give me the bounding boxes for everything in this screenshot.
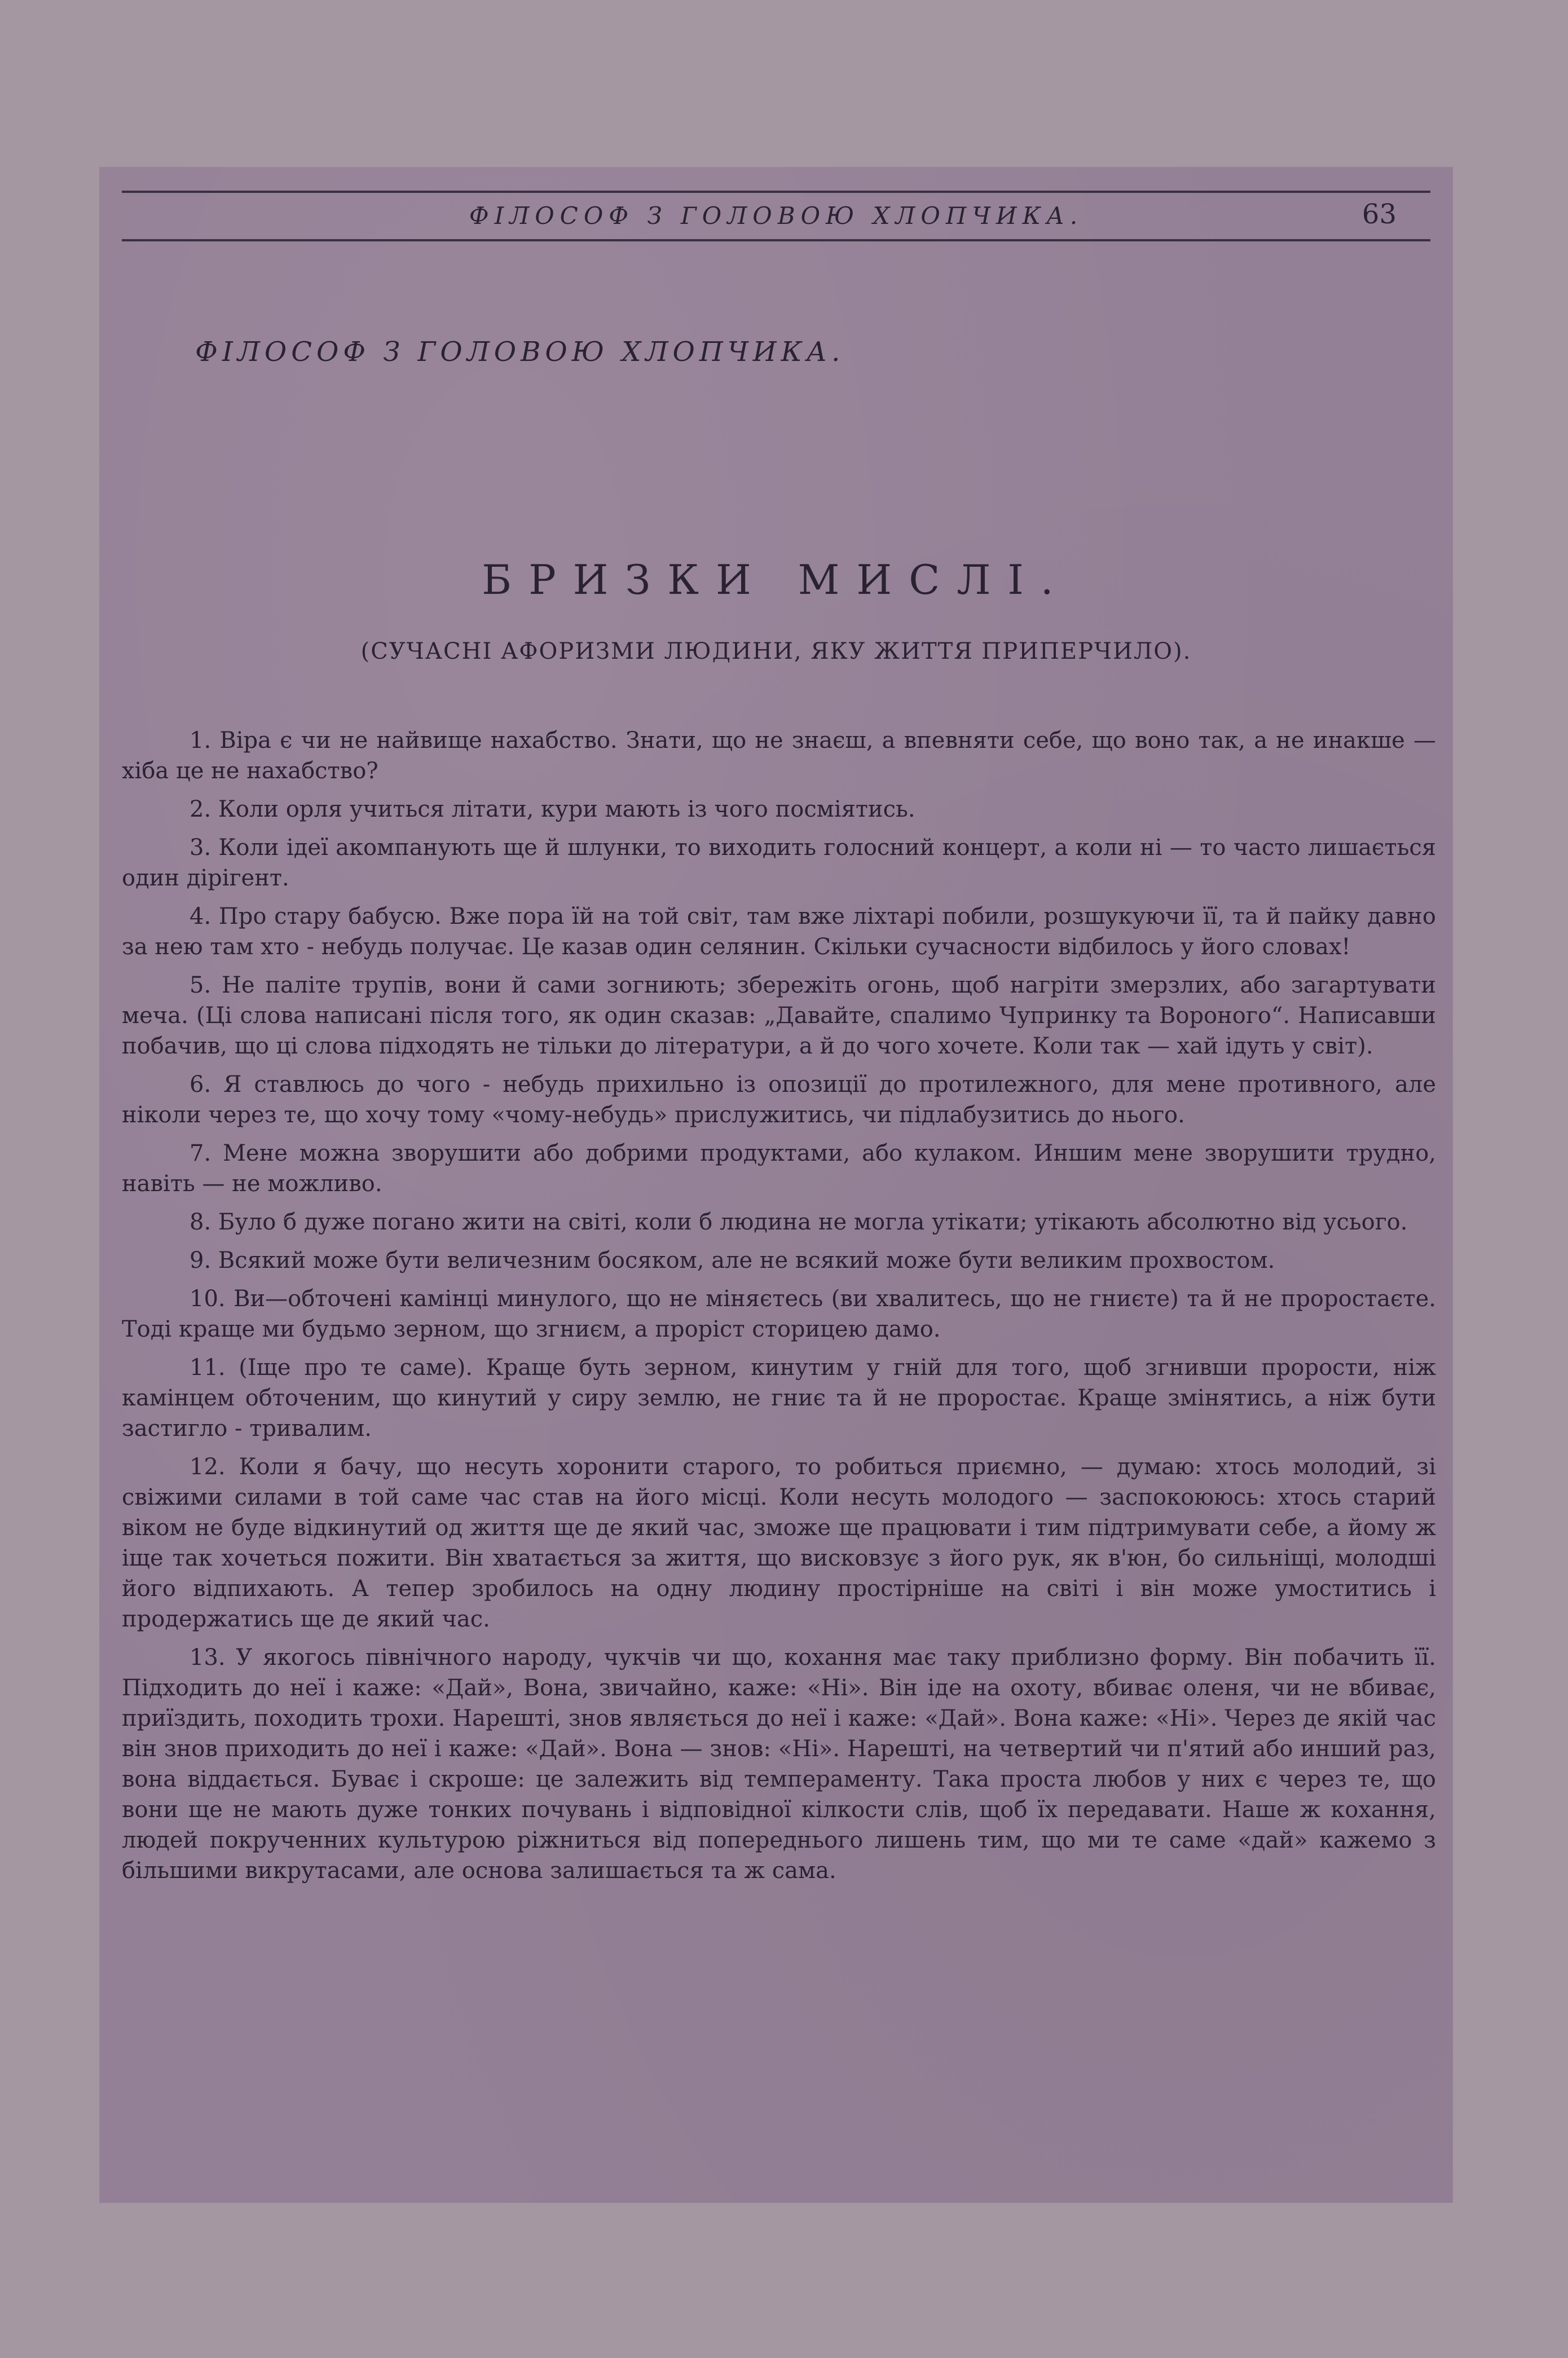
aphorism-1: 1. Віра є чи не найвище нахабство. Знати, що не знаєш, а впевняти себе, що воно так, а не инакше — хіба це не нахабство? <box>122 728 1436 784</box>
aphorism-5: 5. Не паліте трупів, вони й сами зогниють; збережіть огонь, щоб нагріти змерзлих, або загартувати меча. (Ці слова написані після того, як один сказав: „Давайте, спалимо Чупринку та Вороного“. Написавши побачив, що ці слова підходять не тільки до літератури, а й до чого хочете. Коли так — хай ідуть у світ). <box>122 972 1436 1059</box>
aphorism-9: 9. Всякий може бути величезним босяком, але не всякий може бути великим прохвостом. <box>190 1248 1275 1273</box>
aphorism-8: 8. Було б дуже погано жити на світі, коли б людина не могла утікати; утікають абсолютно від усього. <box>190 1209 1408 1235</box>
aphorism-2: 2. Коли орля учиться літати, кури мають із чого посміятись. <box>190 796 915 822</box>
aphorism-10: 10. Ви—обточені камінці минулого, що не міняєтесь (ви хвалитесь, що не гниєте) та й не проростаєте. Тоді краще ми будьмо зерном, що згниєм, а проріст сторицею дамо. <box>122 1286 1436 1342</box>
aphorism-11: 11. (Іще про те саме). Краще буть зерном, кинутим у гній для того, щоб згнивши прорости, ніж камінцем обточеним, що кинутий у сиру землю, не гниє та й не проростає. Краще змінятись, а ніж бути застигло - тривалим. <box>122 1355 1436 1442</box>
subtitle: (СУЧАСНІ АФОРИЗМИ ЛЮДИНИ, ЯКУ ЖИТТЯ ПРИПЕРЧИЛО). <box>360 638 1192 664</box>
aphorism-list <box>122 725 1436 1894</box>
book-page <box>99 167 1453 2203</box>
main-title: БРИЗКИ МИСЛІ. <box>482 556 1071 603</box>
aphorism-13: 13. У якогось північного народу, чукчів чи що, кохання має таку приблизно форму. Він побачить її. Підходить до неї і каже: «Дай», Вона, звичайно, каже: «Ні». Він іде на охоту, вбиває оленя, чи не вбиває, приїздить, походить трохи. Нарешті, знов являється до неї і каже: «Дай». Вона каже: «Ні». Через де якій час він знов приходить до неї і каже: «Дай». Вона — знов: «Ні». Нарешті, на четвертий чи п'ятий або инший раз, вона віддається. Буває і скроше: це залежить від темпераменту. Така проста любов у них є через те, що вони ще не мають дуже тонких почувань і відповідної кілкости слів, щоб їх передавати. Наше ж кохання, людей покрученних культурою ріжниться від попереднього лишень тим, що ми те саме «дай» кажемо з більшими викрутасами, але основа залишається та ж сама. <box>122 1645 1436 1884</box>
section-title: ФІЛОСОФ З ГОЛОВОЮ ХЛОПЧИКА. <box>195 336 845 368</box>
aphorism-3: 3. Коли ідеї акомпанують ще й шлунки, то виходить голосний концерт, а коли ні — то часто лишається один дірігент. <box>122 835 1436 891</box>
running-title: ФІЛОСОФ З ГОЛОВОЮ ХЛОПЧИКА. <box>469 202 1083 230</box>
running-head <box>122 183 1430 228</box>
aphorism-4: 4. Про стару бабусю. Вже пора їй на той світ, там вже ліхтарі побили, розшукуючи її, та й пайку давно за нею там хто - небудь получає. Це казав один селянин. Скільки сучасности відбилось у його словах! <box>122 903 1436 960</box>
aphorism-7: 7. Мене можна зворушити або добрими продуктами, або кулаком. Иншим мене зворушити трудно, навіть — не можливо. <box>122 1140 1436 1197</box>
header-rule-bottom <box>122 239 1430 241</box>
header-rule-top <box>122 191 1430 193</box>
aphorism-12: 12. Коли я бачу, що несуть хоронити старого, то робиться приємно, — думаю: хтось молодий, зі свіжими силами в той саме час став на його місці. Коли несуть молодого — заспокоююсь: хтось старий віком не буде відкинутий од життя ще де який час, зможе ще працювати і тим підтримувати себе, а йому ж іще так хочеться пожити. Він хватається за життя, що висковзує з його рук, як в'юн, бо сильніщі, молодші його відпихають. А тепер зробилось на одну людину простірніше на світі і він може умоститись і продержатись ще де який час. <box>122 1454 1436 1632</box>
page-number: 63 <box>1362 199 1397 230</box>
aphorism-6: 6. Я ставлюсь до чого - небудь прихильно із опозиції до протилежного, для мене противного, але ніколи через те, що хочу тому «чому-небудь» прислужитись, чи підлабузитись до нього. <box>122 1072 1436 1128</box>
